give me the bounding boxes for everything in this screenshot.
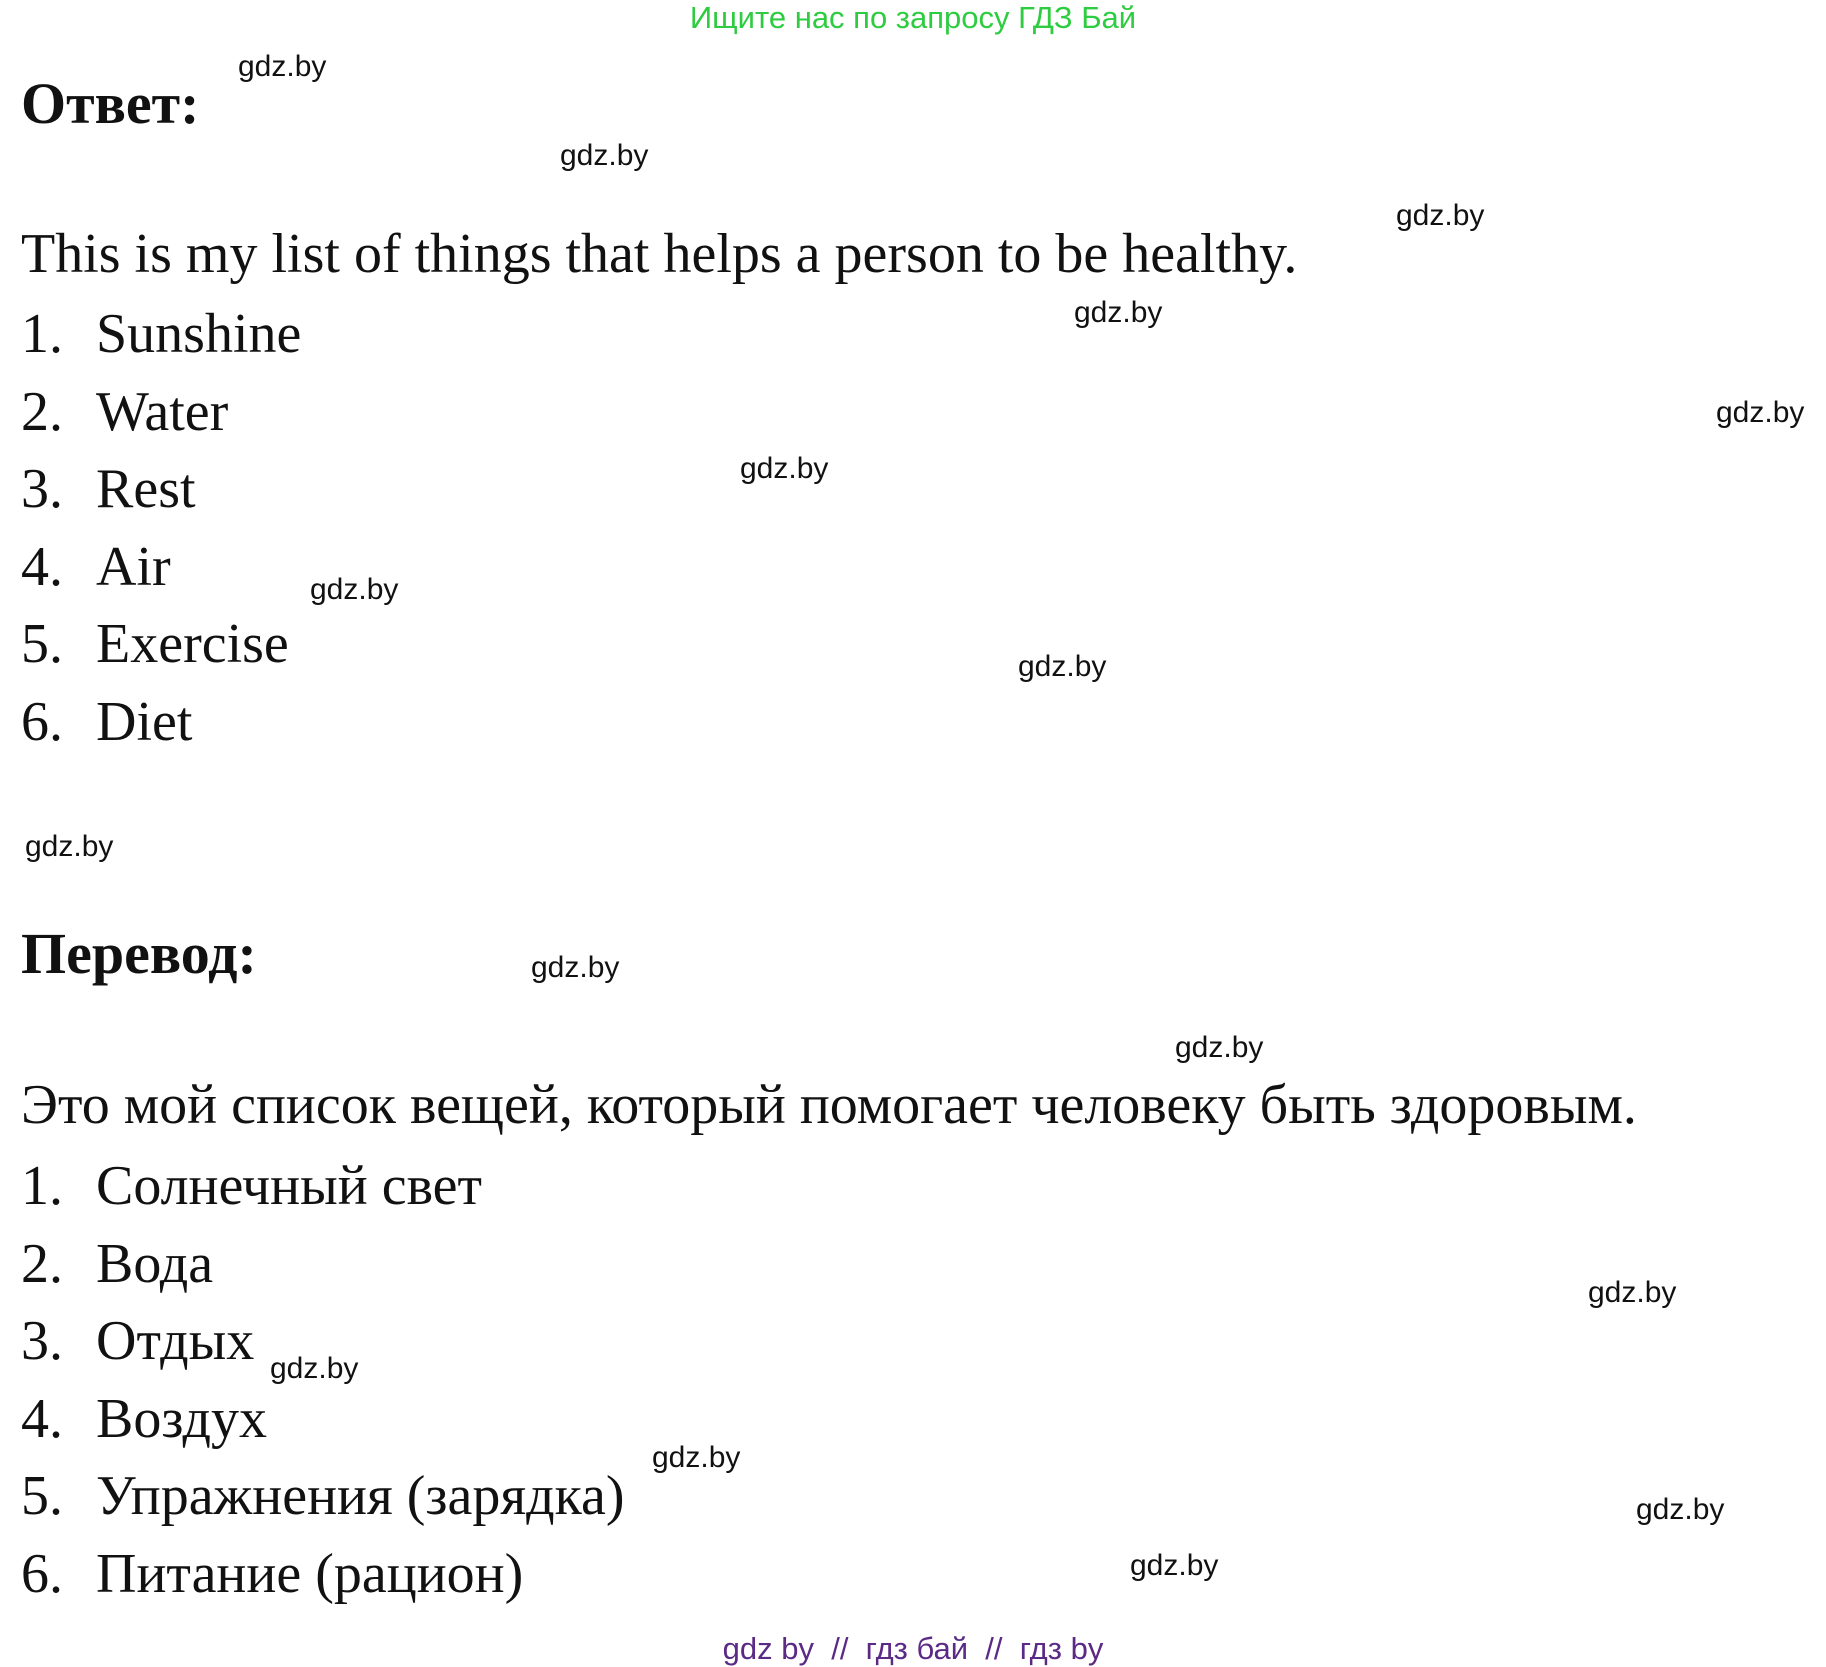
- item-number: 4.: [21, 535, 63, 598]
- item-number: 5.: [21, 613, 63, 675]
- item-number: 1.: [21, 1155, 63, 1217]
- watermark: gdz.by: [531, 951, 620, 984]
- watermark: gdz.by: [1130, 1549, 1219, 1582]
- list-item: [21, 451, 301, 529]
- item-text: Sunshine: [96, 303, 302, 365]
- list-item: [21, 529, 301, 607]
- list-item: [21, 1148, 625, 1226]
- translation-intro: Это мой список вещей, который помогает человеку быть здоровым.: [21, 1074, 1637, 1136]
- watermark: gdz.by: [1716, 396, 1805, 429]
- item-text: Упражнения (зарядка): [96, 1465, 625, 1527]
- watermark: gdz.by: [310, 573, 399, 606]
- item-number: 4.: [21, 1387, 63, 1450]
- item-text: Питание (рацион): [96, 1542, 524, 1605]
- item-number: 2.: [21, 1232, 63, 1295]
- watermark: gdz.by: [560, 139, 649, 172]
- item-number: 2.: [21, 380, 63, 443]
- list-item: [21, 606, 301, 684]
- item-text: Air: [96, 535, 171, 598]
- item-number: 6.: [21, 690, 63, 753]
- answer-heading: Ответ:: [21, 71, 200, 136]
- item-number: 6.: [21, 1542, 63, 1605]
- watermark: gdz.by: [740, 452, 829, 485]
- item-number: 3.: [21, 1310, 63, 1372]
- item-text: Diet: [96, 690, 193, 753]
- item-text: Water: [96, 380, 229, 443]
- watermark: gdz.by: [25, 830, 114, 863]
- item-number: 5.: [21, 1465, 63, 1527]
- item-text: Rest: [96, 458, 196, 520]
- item-number: 3.: [21, 458, 63, 520]
- watermark: gdz.by: [270, 1352, 359, 1385]
- watermark: gdz.by: [1636, 1493, 1725, 1526]
- answer-list: [21, 296, 301, 761]
- item-number: 1.: [21, 303, 63, 365]
- watermark: gdz.by: [1018, 650, 1107, 683]
- footer-text: gdz by // гдз бай // гдз by: [722, 1631, 1104, 1666]
- list-item: [21, 1458, 625, 1536]
- item-text: Воздух: [96, 1387, 267, 1450]
- watermark: gdz.by: [652, 1441, 741, 1474]
- item-text: Exercise: [96, 613, 289, 675]
- watermark: gdz.by: [1396, 199, 1485, 232]
- watermark: gdz.by: [1175, 1031, 1264, 1064]
- list-item: [21, 1381, 625, 1459]
- answer-intro: This is my list of things that helps a person to be healthy.: [21, 223, 1298, 285]
- watermark: gdz.by: [1074, 296, 1163, 329]
- item-text: Отдых: [96, 1310, 255, 1372]
- watermark: gdz.by: [1588, 1276, 1677, 1309]
- item-text: Вода: [96, 1232, 214, 1295]
- list-item: [21, 296, 301, 374]
- top-banner: Ищите нас по запросу ГДЗ Бай: [689, 0, 1137, 35]
- item-text: Солнечный свет: [96, 1155, 483, 1217]
- list-item: [21, 1536, 625, 1614]
- list-item: [21, 684, 301, 762]
- watermark: gdz.by: [238, 50, 327, 83]
- translation-heading: Перевод:: [21, 921, 257, 986]
- list-item: [21, 374, 301, 452]
- list-item: [21, 1226, 625, 1304]
